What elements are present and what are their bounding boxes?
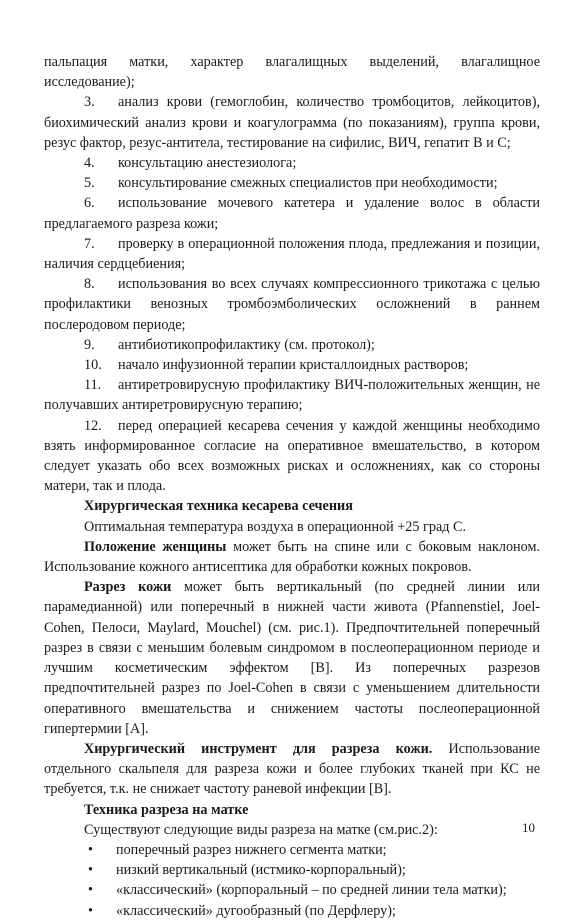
list-item-8 bbox=[44, 274, 540, 335]
bullet-text: «классический» (корпоральный – по средней линии тела матки); bbox=[116, 882, 507, 899]
bullet-text: поперечный разрез нижнего сегмента матки; bbox=[116, 841, 387, 858]
list-item-7 bbox=[44, 234, 540, 274]
item-text: использования во всех случаях компрессионного трикотажа с целью профилактики венозных тромбоэмболических осложнений в раннем послеродовом периоде; bbox=[44, 276, 540, 333]
bullet-icon: • bbox=[88, 841, 93, 858]
item-text: антиретровирусную профилактику ВИЧ-положительных женщин, не получавших антиретровирусную терапию; bbox=[44, 377, 540, 414]
item-number: 6. bbox=[84, 195, 95, 212]
item-number: 8. bbox=[84, 276, 95, 293]
item-text: начало инфузионной терапии кристаллоидных растворов; bbox=[118, 357, 469, 374]
item-text: использование мочевого катетера и удаление волос в области предлагаемого разреза кожи; bbox=[44, 195, 540, 232]
list-item-continuation: пальпация матки, характер влагалищных выделений, влагалищное исследование); bbox=[44, 54, 540, 91]
list-item-6 bbox=[44, 193, 540, 233]
paragraph-incision-types-intro: Существуют следующие виды разреза на матке (см.рис.2): bbox=[84, 821, 438, 838]
bullet-text: «классический» дугообразный (по Дерфлеру); bbox=[116, 902, 396, 919]
list-item-5 bbox=[44, 173, 540, 193]
bold-term: Положение женщины bbox=[84, 538, 227, 555]
bullet-icon: • bbox=[88, 882, 93, 899]
list-item-10 bbox=[44, 355, 540, 375]
paragraph-surgical-instrument bbox=[44, 739, 540, 800]
paragraph-text: Использование отдельного скальпеля для разреза кожи и более глубоких тканей при КС не требуется, т.к. не снижает частоту раневой инфекции [B]. bbox=[44, 740, 540, 798]
list-item-9 bbox=[44, 335, 540, 355]
bullet-item bbox=[44, 901, 540, 921]
item-number: 4. bbox=[84, 155, 95, 172]
bullet-item bbox=[44, 840, 540, 860]
bold-term: Разрез кожи bbox=[84, 579, 172, 596]
item-number: 10. bbox=[84, 357, 102, 374]
item-number: 7. bbox=[84, 235, 95, 252]
item-number: 11. bbox=[84, 377, 102, 394]
item-text: антибиотикопрофилактику (см. протокол); bbox=[118, 336, 375, 353]
list-item-4 bbox=[44, 153, 540, 173]
page-text bbox=[44, 52, 540, 921]
bold-term: Хирургический инструмент для разреза кожи. bbox=[84, 740, 433, 757]
item-text: консультацию анестезиолога; bbox=[118, 155, 297, 172]
item-number: 9. bbox=[84, 336, 95, 353]
paragraph-temperature: Оптимальная температура воздуха в операционной +25 град С. bbox=[84, 518, 467, 535]
item-text: перед операцией кесарева сечения у каждой женщины необходимо взять информированное согласие на оперативное вмешательство, в котором следует указать обо всех возможных рисках и осложнениях, как со стороны матери, так и плода. bbox=[44, 417, 540, 495]
list-item-11 bbox=[44, 375, 540, 415]
paragraph-text: может быть вертикальный (по средней линии или парамедианной) или поперечный в нижней части живота (Pfannenstiel, Joel-Cohen, Пелоси, Maylard, Mouchel) (см. рис.1). Предпочтительней поперечный разрез в связи с меньшим болевым синдромом в послеоперационном периоде и лучшим косметическим эффектом [B]. Из поперечных разрезов предпочтительней разрез по Joel-Cohen в связи с уменьшением длительности оперативного вмешательства и снижением частоты послеоперационной гипертермии [A]. bbox=[44, 579, 540, 737]
bullet-icon: • bbox=[88, 862, 93, 879]
bullet-item bbox=[44, 860, 540, 880]
list-item-3 bbox=[44, 92, 540, 153]
item-text: консультирование смежных специалистов при необходимости; bbox=[118, 175, 498, 192]
paragraph-position bbox=[44, 537, 540, 577]
section-heading-uterine-incision: Техника разреза на матке bbox=[84, 801, 249, 818]
item-number: 12. bbox=[84, 417, 102, 434]
item-number: 5. bbox=[84, 175, 95, 192]
item-text: проверку в операционной положения плода, предлежания и позиции, наличия сердцебиения; bbox=[44, 235, 540, 273]
paragraph-text: может быть на спине или с боковым наклоном. Использование кожного антисептика для обработки кожных покровов. bbox=[44, 538, 540, 576]
bullet-item bbox=[44, 880, 540, 900]
list-item-12 bbox=[44, 416, 540, 497]
paragraph-skin-incision bbox=[44, 577, 540, 739]
item-number: 3. bbox=[84, 94, 95, 111]
bullet-icon: • bbox=[88, 902, 93, 919]
section-heading-surgical-technique: Хирургическая техника кесарева сечения bbox=[84, 498, 353, 515]
bullet-text: низкий вертикальный (истмико-корпоральный); bbox=[116, 862, 406, 879]
page-number: 10 bbox=[522, 820, 535, 835]
item-text: анализ крови (гемоглобин, количество тромбоцитов, лейкоцитов), биохимический анализ крови и коагулограмма (по показаниям), группа крови, резус фактор, резус-антитела, тестирование на сифилис, ВИЧ, гепатит В и С; bbox=[44, 94, 540, 151]
